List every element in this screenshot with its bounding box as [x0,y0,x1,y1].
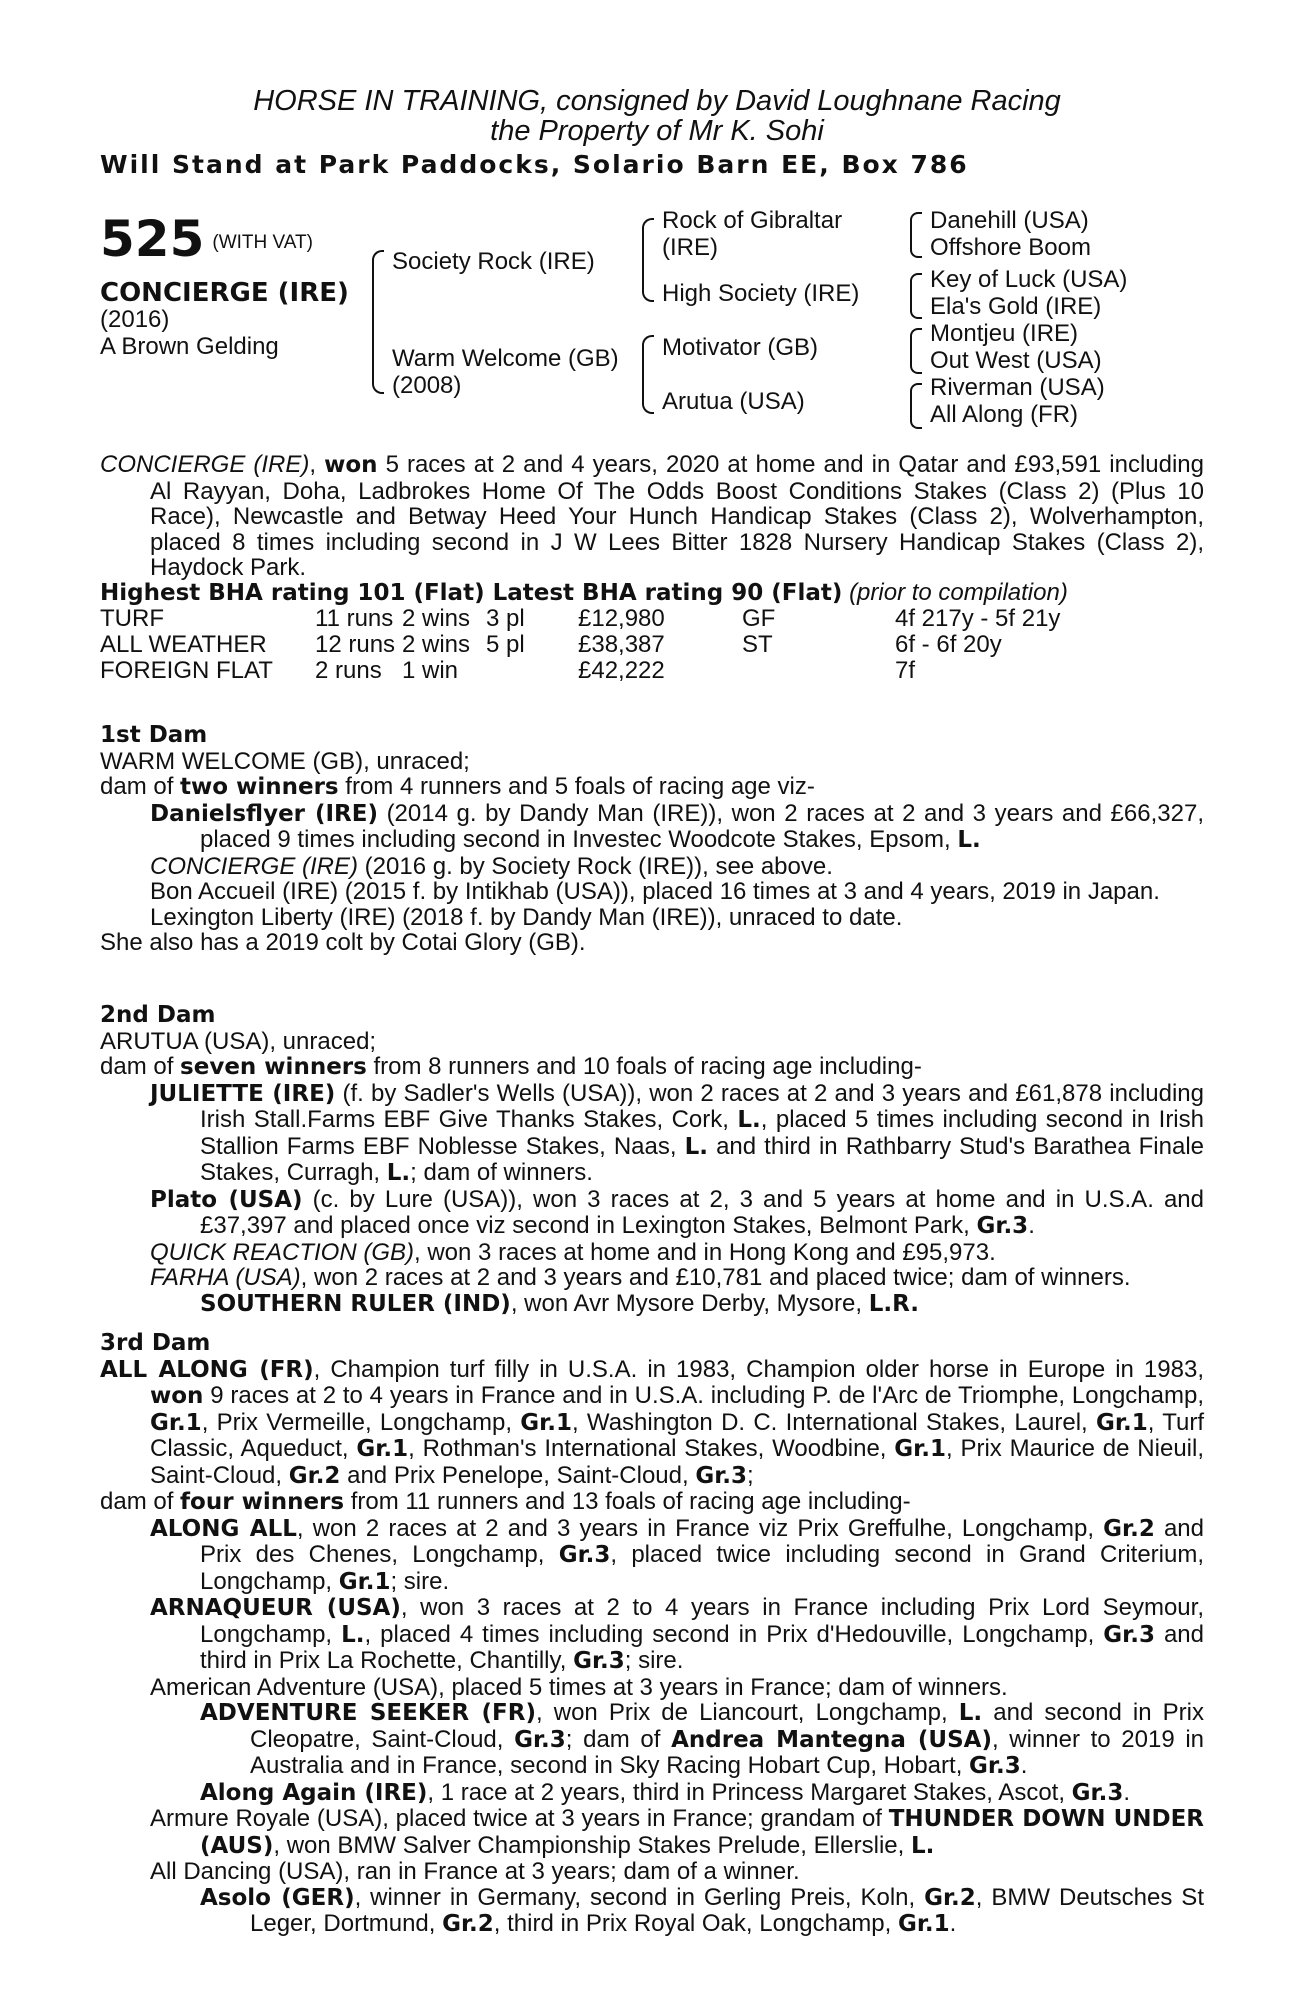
first-dam-section [100,722,1204,956]
pedigree-brace-ss [910,212,922,258]
text-run: , placed 4 times including second in Prix d'Hedouville, Longchamp, [364,1620,1104,1648]
text-run: (f. by Sadler's Wells (USA)), won 2 races at 2 and 3 years and £61,878 including Irish Stall.Farms EBF Give Thanks Stakes, Cork, [200,1079,1204,1133]
bha-rating: Highest BHA rating 101 (Flat) Latest BHA rating 90 (Flat) [100,580,843,606]
pedigree-brace-ds [910,328,922,374]
text-run: , won 3 races at 2 to 4 years in France including Prix Lord Seymour, Longchamp, [200,1594,1204,1648]
rating-line [100,580,1204,607]
dam-dam-sire: Riverman (USA) [930,374,1105,401]
text-run: L. [958,1700,983,1726]
text-run: L. [957,827,981,853]
text-run: , won Prix de Liancourt, Longchamp, [535,1699,959,1726]
text-run: Gr.1 [338,1568,391,1595]
text-run: Gr.2 [924,1884,976,1911]
record-prize: £12,980 [578,605,665,632]
text-run: , winner to 2019 in Australia and in France, second in Sky Racing Hobart Cup, Hobart, [250,1725,1205,1779]
text-run: Gr.2 [288,1462,341,1489]
dam-dam-dam: All Along (FR) [930,401,1079,428]
produce-line: Bon Accueil (IRE) (2015 f. by Intikhab (USA)), placed 16 times at 3 and 4 years, 2019 in Japan. [150,878,1160,905]
text-run: ALL ALONG (FR) [100,1356,314,1383]
produce-line: All Dancing (USA), ran in France at 3 years; dam of a winner. [150,1858,800,1885]
record-prize: £42,222 [578,657,665,684]
pedigree-brace-sd [910,273,922,319]
text-run: and Prix des Chenes, Longchamp, [200,1514,1205,1568]
record-wins: 2 wins [402,631,471,658]
record-surface: TURF [100,605,164,632]
text-run: Plato (USA) [150,1186,303,1213]
text-run: Gr.3 [969,1753,1021,1779]
text-run: (2016 g. by Society Rock (IRE)), see above. [358,852,833,880]
record-prize: £38,387 [578,631,665,658]
text-run: (2014 g. by Dandy Man (IRE)), won 2 races at 2 and 3 years and £66,327, placed 9 times including second in Investec Woodcote Stakes, Epsom, [200,799,1204,853]
text-paragraph [100,1885,1204,1938]
race-record-table [100,606,1200,684]
text-paragraph [100,801,1204,854]
text-run: , Turf Classic, Aqueduct, [150,1408,1204,1462]
sire-sire: Rock of Gibraltar [662,207,843,234]
record-wins: 1 win [402,657,459,684]
sire: Society Rock (IRE) [392,248,595,275]
pedigree-brace-dam [642,335,654,414]
horse-year: (2016) [100,306,170,333]
record-distance: 4f 217y - 5f 21y [895,605,1061,632]
record-runs: 2 runs [315,657,382,684]
lot-block [100,210,313,268]
text-run: and second in Prix Cleopatre, Saint-Cloud, [250,1699,1204,1753]
text-run: seven winners [180,1054,367,1080]
sire-sire-dam: Offshore Boom [930,234,1091,261]
dam-dam: Arutua (USA) [662,388,805,415]
text-run: ; sire. [624,1647,684,1674]
sire-sire-sire: Danehill (USA) [930,207,1089,234]
produce-name: Danielsflyer (IRE) [150,800,378,827]
text-run: L. [910,1832,935,1859]
text-run: , won 3 races at home and in Hong Kong and £95,973. [414,1238,996,1266]
property-line: the Property of Mr K. Sohi [490,115,824,147]
text-run: and third in Rathbarry Stud's Barathea Finale Stakes, Curragh, [200,1132,1204,1186]
produce-line: American Adventure (USA), placed 5 times at 3 years in France; dam of winners. [150,1673,1008,1701]
text-run: Gr.3 [558,1542,611,1568]
text-run: JULIETTE (IRE) [150,1080,336,1107]
text-run: 9 races at 2 to 4 years in France and in U.S.A. including P. de l'Arc de Triomphe, Longchamp, [203,1382,1204,1409]
text-run: , winner in Germany, second in Gerling Preis, Koln, [354,1883,925,1911]
text-run: Gr.1 [520,1409,572,1436]
text-run: , won BMW Salver Championship Stakes Prelude, Ellerslie, [273,1831,911,1859]
horse-name: CONCIERGE (IRE) [100,278,349,308]
sire-dam-sire: Key of Luck (USA) [930,266,1128,293]
text-run: and third in Prix La Rochette, Chantilly, [200,1620,1204,1674]
text-run: Gr.3 [1103,1621,1155,1648]
summary-won: won [324,452,378,478]
text-paragraph [100,1054,1204,1081]
text-paragraph [100,1700,1204,1780]
text-paragraph [100,854,1204,880]
text-paragraph [100,1265,1204,1291]
first-dam-line: WARM WELCOME (GB), unraced; [100,747,470,775]
third-dam-heading: 3rd Dam [100,1330,211,1356]
text-run: , won Avr Mysore Derby, Mysore, [510,1289,869,1317]
text-run: L. [386,1160,411,1186]
text-run: FARHA (USA) [150,1264,301,1291]
produce-line: Lexington Liberty (IRE) (2018 f. by Dandy Man (IRE)), unraced to date. [150,903,903,931]
text-run: , Champion turf filly in U.S.A. in 1983, Champion older horse in Europe in 1983, [313,1355,1204,1383]
text-run: Gr.1 [897,1911,950,1937]
text-run: Gr.3 [976,1213,1029,1239]
text-run: won [150,1383,204,1409]
summary-text: 5 races at 2 and 4 years, 2020 at home and in Qatar and £93,591 including Al Rayyan, Doha, Ladbrokes Home Of The Odds Boost Conditions Stakes (Class 2) (Plus 10 Race), Newcastle and Betway Heed Your Hunch Handicap Stakes (Class 2), Wolverhampton, placed 8 times including second in J W Lees Bitter 1828 Nursery Handicap Stakes (Class 2), Haydock Park. [150,451,1205,581]
text-run: four winners [180,1489,345,1515]
text-run: QUICK REACTION (GB) [150,1238,415,1266]
dam-year: (2008) [392,372,462,399]
text-run: dam of [100,773,181,800]
text-run: . [1020,1752,1028,1779]
text-run: from 4 runners and 5 foals of racing age viz- [338,773,815,800]
text-run: two winners [180,774,339,800]
text-paragraph [100,1002,1204,1029]
text-run: Andrea Mantegna (USA) [671,1726,992,1753]
text-run: THUNDER DOWN UNDER (AUS) [200,1806,1205,1859]
second-dam-heading: 2nd Dam [100,1002,216,1028]
text-run: Armure Royale (USA), placed twice at 3 years in France; grandam of [150,1805,889,1832]
text-run: Gr.3 [573,1648,625,1674]
summary-horse-name: CONCIERGE (IRE) [100,451,310,478]
text-run: ALONG ALL [150,1515,297,1542]
record-going: ST [742,631,773,658]
stand-location: Will Stand at Park Paddocks, Solario Barn EE, Box 786 [100,150,969,179]
text-run: L.R. [868,1290,919,1317]
record-wins: 2 wins [402,605,471,632]
text-run: Gr.2 [442,1911,494,1937]
text-run: ; dam of [565,1725,672,1753]
text-run: SOUTHERN RULER (IND) [200,1290,511,1317]
text-run: Gr.3 [695,1462,748,1489]
pedigree-brace-sire [642,218,654,302]
text-run: , won 2 races at 2 and 3 years and £10,781 and placed twice; dam of winners. [300,1264,1131,1291]
text-run: Gr.2 [1103,1515,1155,1542]
text-run: Gr.1 [356,1436,409,1462]
dam-sire-dam: Out West (USA) [930,347,1102,374]
second-dam-section [100,1002,1204,1317]
text-run: ADVENTURE SEEKER (FR) [200,1700,536,1726]
text-run: from 8 runners and 10 foals of racing age including- [366,1053,922,1080]
record-distance: 7f [895,657,916,684]
text-run: , won 2 races at 2 and 3 years in France viz Prix Greffulhe, Longchamp, [296,1514,1104,1542]
text-run: dam of [100,1488,181,1515]
dam: Warm Welcome (GB) [392,345,619,372]
dam-sire-sire: Montjeu (IRE) [930,320,1079,347]
text-run: . [1028,1212,1035,1239]
text-run: Gr.3 [1071,1779,1124,1806]
record-row-foreign-flat [100,658,1200,684]
text-run: from 11 runners and 13 foals of racing age including- [344,1488,911,1515]
text-paragraph [100,1291,1204,1318]
horse-description: A Brown Gelding [100,333,279,360]
text-run: , Rothman's International Stakes, Woodbine, [408,1435,895,1462]
text-paragraph: CONCIERGE (IRE), won 5 races at 2 and 4 years, 2020 at home and in Qatar and £93,591 including Al Rayyan, Doha, Ladbrokes Home Of The Odds Boost Conditions Stakes (Class 2) (Plus 10 Race), Newcastle and Betway Heed Your Hunch Handicap Stakes (Class 2), Wolverhampton, placed 8 times including second in J W Lees Bitter 1828 Nursery Handicap Stakes (Class 2), Haydock Park. [100,451,1205,581]
text-run: . [949,1910,957,1937]
text-run: , placed 5 times including second in Irish Stallion Farms EBF Noblesse Stakes, Naas, [200,1106,1204,1160]
text-run: L. [341,1621,365,1648]
text-run: Gr.1 [150,1409,202,1436]
text-run: and Prix Penelope, Saint-Cloud, [340,1461,696,1489]
text-run: ; sire. [390,1567,450,1595]
text-run: ; dam of winners. [410,1159,593,1186]
rating-note: (prior to compilation) [849,579,1068,606]
text-run: , third in Prix Royal Oak, Longchamp, [493,1910,898,1937]
text-paragraph [100,1240,1204,1266]
sire-sire-country: (IRE) [662,234,718,261]
dam-sire: Motivator (GB) [662,334,819,361]
text-paragraph [100,722,1204,749]
record-placed: 3 pl [486,605,525,632]
record-row-all-weather [100,632,1200,658]
race-summary [100,452,1204,581]
pedigree-brace-main [372,250,384,394]
text-paragraph [100,1187,1204,1240]
text-paragraph [100,1489,1204,1516]
produce-note: She also has a 2019 colt by Cotai Glory (GB). [100,929,586,956]
record-distance: 6f - 6f 20y [895,631,1002,658]
text-run: L. [737,1107,761,1133]
text-paragraph [100,1780,1204,1807]
second-dam-line: ARUTUA (USA), unraced; [100,1027,377,1055]
sire-dam-dam: Ela's Gold (IRE) [930,293,1102,320]
text-run: Along Again (IRE) [200,1779,428,1806]
text-paragraph [100,1516,1204,1596]
text-run: , BMW Deutsches St Leger, Dortmund, [250,1883,1204,1937]
pedigree-brace-dd [910,383,922,429]
text-run: Gr.1 [1096,1409,1148,1436]
text-run: (c. by Lure (USA)), won 3 races at 2, 3 and 5 years at home and in U.S.A. and £37,397 and placed once viz second in Lexington Stakes, Belmont Park, [200,1185,1204,1239]
text-paragraph [100,1595,1204,1675]
text-run: Gr.1 [894,1436,946,1462]
record-surface: ALL WEATHER [100,631,267,658]
text-run: , 1 race at 2 years, third in Princess Margaret Stakes, Ascot, [427,1778,1072,1806]
text-paragraph [100,1357,1204,1490]
record-runs: 11 runs [315,605,394,632]
third-dam-section [100,1330,1204,1938]
text-run: dam of [100,1053,181,1080]
text-paragraph [100,1806,1204,1859]
text-run: , Prix Maurice de Nieuil, Saint-Cloud, [150,1435,1204,1489]
record-surface: FOREIGN FLAT [100,657,273,684]
record-placed: 5 pl [486,631,525,658]
first-dam-heading: 1st Dam [100,722,208,748]
record-going: GF [742,605,776,632]
text-run: ; [747,1461,754,1489]
vat-note: (WITH VAT) [212,232,313,253]
text-run: ARNAQUEUR (USA) [150,1595,401,1621]
text-paragraph [100,774,1204,801]
text-run: Gr.3 [514,1726,566,1753]
record-row-turf [100,606,1200,632]
text-run: , Prix Vermeille, Longchamp, [201,1408,521,1436]
text-run: CONCIERGE (IRE) [150,852,359,880]
lot-number: 525 [100,210,205,268]
text-run: L. [684,1133,708,1160]
consignor-line: HORSE IN TRAINING, consigned by David Loughnane Racing [253,85,1061,117]
text-run: . [1123,1778,1131,1806]
sire-dam: High Society (IRE) [662,280,860,307]
text-paragraph [100,580,1204,607]
text-run: , placed twice including second in Grand Criterium, Longchamp, [200,1541,1204,1595]
text-run: , Washington D. C. International Stakes, Laurel, [571,1408,1097,1436]
text-paragraph [100,1330,1204,1357]
text-paragraph [100,1081,1204,1187]
record-runs: 12 runs [315,631,396,658]
text-run: Asolo (GER) [200,1884,355,1911]
